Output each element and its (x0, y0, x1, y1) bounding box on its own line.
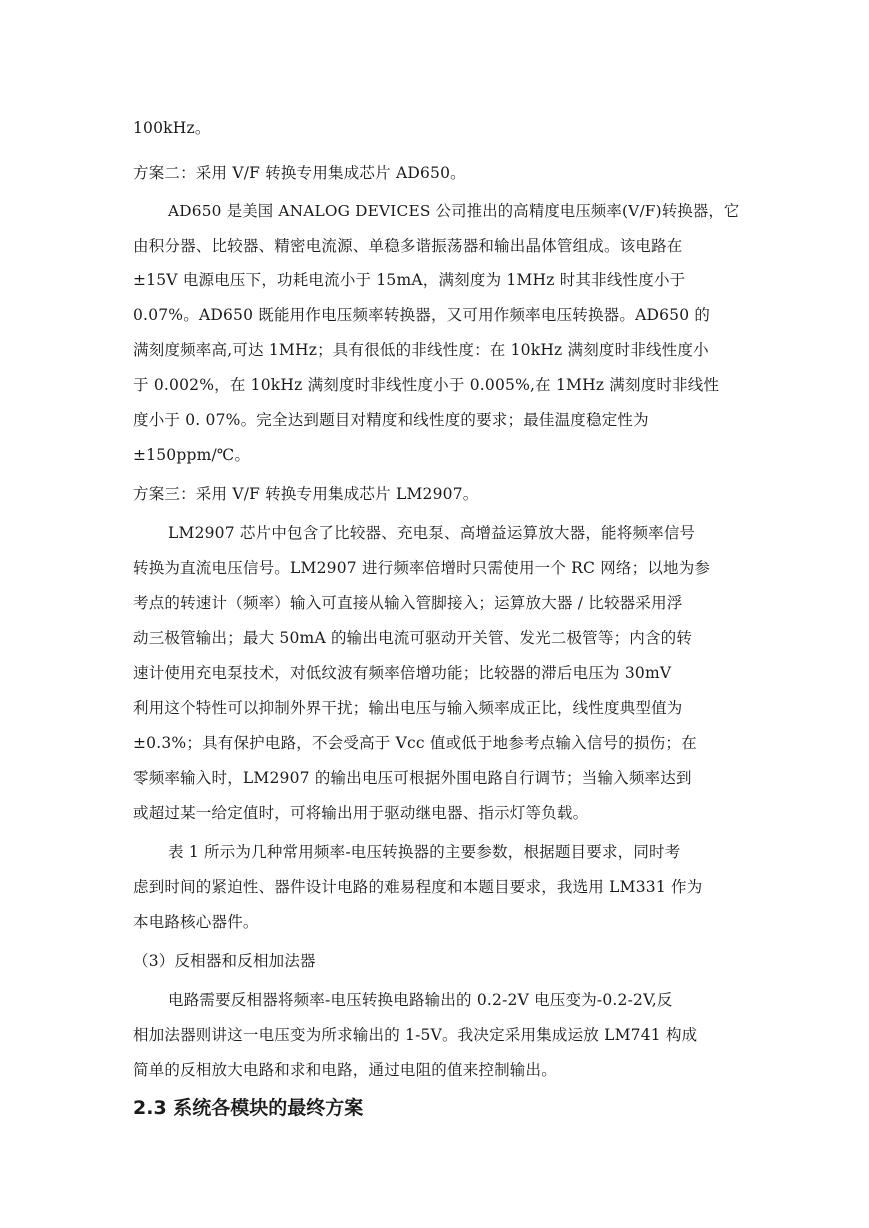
text-line: 度小于 0. 07%。完全达到题目对精度和线性度的要求；最佳温度稳定性为 (133, 411, 649, 429)
text-line: 转换为直流电压信号。LM2907 进行频率倍增时只需使用一个 RC 网络；以地为参 (133, 559, 711, 577)
text-line: 由积分器、比较器、精密电流源、单稳多谐振荡器和输出晶体管组成。该电路在 (133, 237, 683, 255)
text-line: 电路需要反相器将频率-电压转换电路输出的 0.2-2V 电压变为-0.2-2V,反 (168, 991, 673, 1009)
text-line: LM2907 芯片中包含了比较器、充电泵、高增益运算放大器，能将频率信号 (168, 524, 696, 542)
text-line: 满刻度频率高,可达 1MHz；具有很低的非线性度：在 10kHz 满刻度时非线性度小 (133, 341, 709, 359)
text-line: 或超过某一给定值时，可将输出用于驱动继电器、指示灯等负载。 (133, 804, 589, 822)
text-line: 简单的反相放大电路和求和电路，通过电阻的值来控制输出。 (133, 1061, 557, 1079)
text-line: AD650 是美国 ANALOG DEVICES 公司推出的高精度电压频率(V/F)转换器，它 (168, 202, 740, 220)
text-line: 0.07%。AD650 既能用作电压频率转换器，又可用作频率电压转换器。AD650 的 (133, 306, 711, 324)
text-line: 相加法器则讲这一电压变为所求输出的 1-5V。我决定采用集成运放 LM741 构成 (133, 1026, 698, 1044)
section-heading: 2.3 系统各模块的最终方案 (133, 1097, 364, 1119)
text-line: ±150ppm/℃。 (133, 446, 251, 464)
subsection-heading: （3）反相器和反相加法器 (133, 952, 316, 970)
text-line: 虑到时间的紧迫性、器件设计电路的难易程度和本题目要求，我选用 LM331 作为 (133, 878, 703, 896)
text-line: 表 1 所示为几种常用频率-电压转换器的主要参数，根据题目要求，同时考 (168, 843, 681, 861)
text-line: 方案二：采用 V/F 转换专用集成芯片 AD650。 (133, 164, 466, 182)
text-line: 于 0.002%，在 10kHz 满刻度时非线性度小于 0.005%,在 1MHz 满刻度时非线性 (133, 376, 720, 394)
text-line: 考点的转速计（频率）输入可直接从输入管脚接入；运算放大器 / 比较器采用浮 (133, 594, 683, 612)
text-line: 速计使用充电泵技术，对低纹波有频率倍增功能；比较器的滞后电压为 30mV (133, 664, 672, 682)
text-line: 利用这个特性可以抑制外界干扰；输出电压与输入频率成正比，线性度典型值为 (133, 699, 683, 717)
text-line: ±0.3%；具有保护电路，不会受高于 Vcc 值或低于地参考点输入信号的损伤；在 (133, 734, 697, 752)
text-line: 动三极管输出；最大 50mA 的输出电流可驱动开关管、发光二极管等；内含的转 (133, 629, 693, 647)
text-line: 方案三：采用 V/F 转换专用集成芯片 LM2907。 (133, 485, 479, 503)
text-line: 100kHz。 (133, 119, 211, 137)
text-line: 本电路核心器件。 (133, 913, 259, 931)
text-line: ±15V 电源电压下，功耗电流小于 15mA，满刻度为 1MHz 时其非线性度小于 (133, 271, 686, 289)
text-line: 零频率输入时，LM2907 的输出电压可根据外围电路自行调节；当输入频率达到 (133, 769, 692, 787)
